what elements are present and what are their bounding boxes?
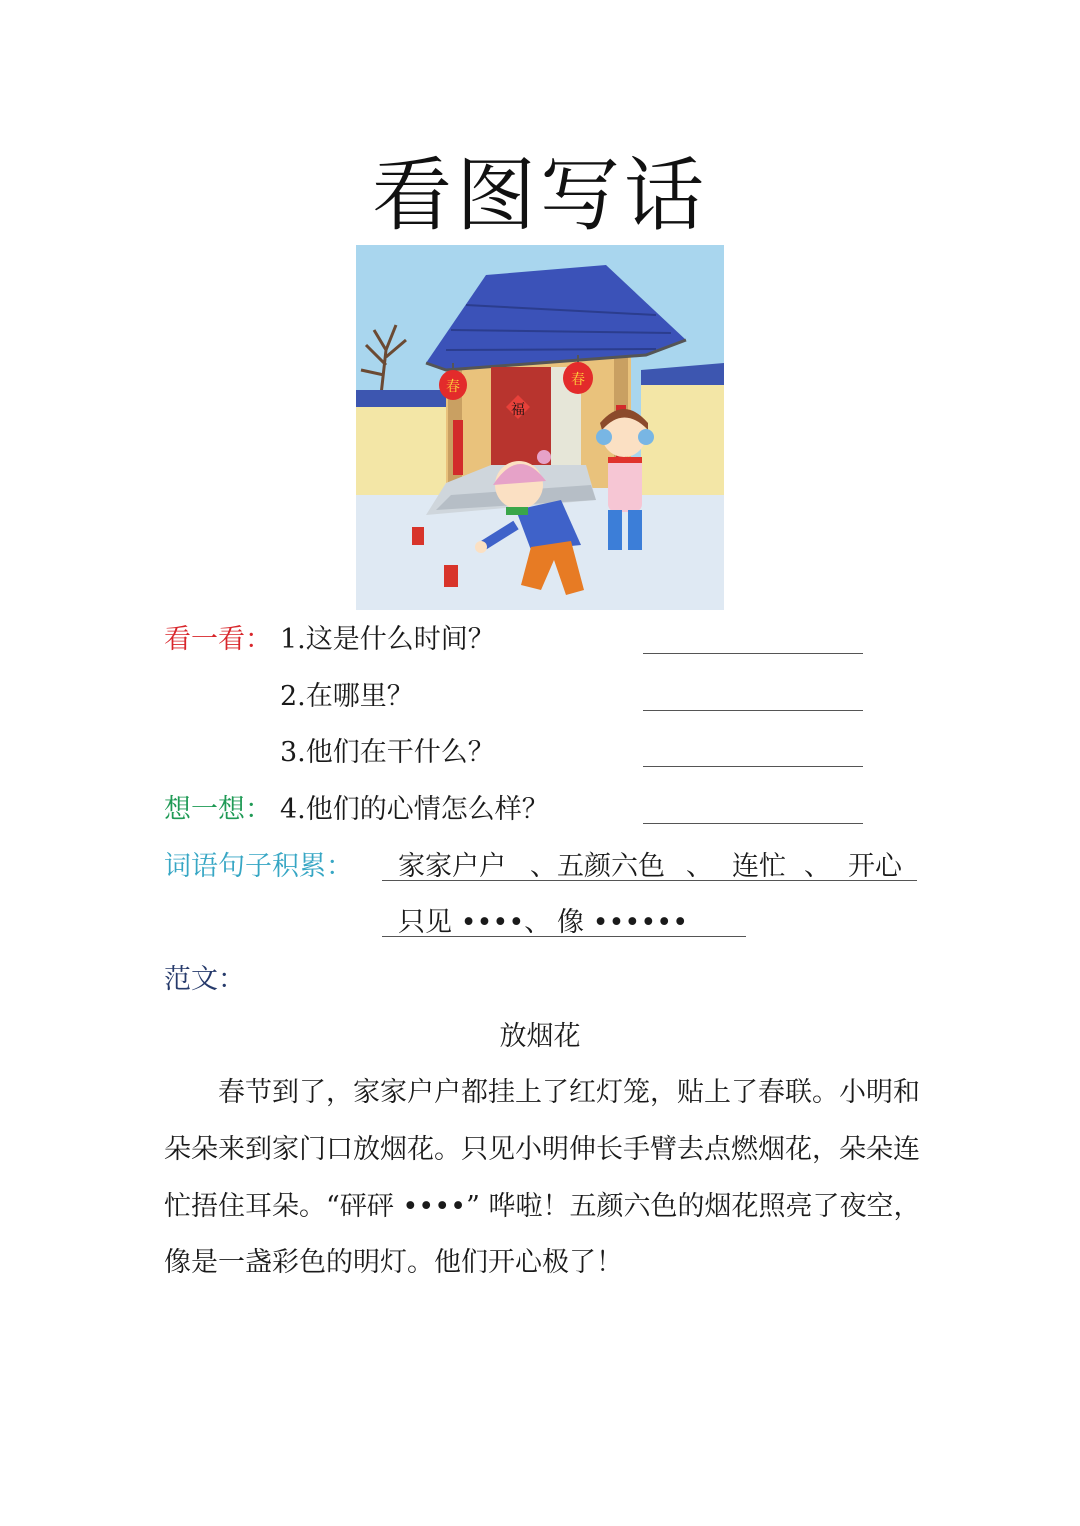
vocab-underline-2 [382,936,746,937]
lantern-left-char: 春 [446,379,460,395]
fu-character: 福 [511,402,525,418]
vocab-word: 、五颜六色 [530,851,665,882]
essay-title: 放烟花 [499,1021,581,1052]
vocab-underline-1 [382,880,917,881]
question-1: 1.这是什么时间？ [280,624,495,655]
vocab-phrase: 只见 ••••、 [398,907,552,938]
look-label: 看一看： [164,624,272,655]
essay-line: 像是一盏彩色的明灯。他们开心极了！ [164,1247,623,1278]
vocab-phrase: 像 •••••• [557,907,689,938]
essay-line: 忙捂住耳朵。“砰砰 ••••” 哗啦！五颜六色的烟花照亮了夜空， [164,1191,921,1222]
question-4: 4.他们的心情怎么样？ [280,794,549,825]
vocab-separator: 、 [804,851,831,882]
vocab-word: 连忙 [732,851,786,882]
vocab-word: 家家户户 [398,851,506,882]
answer-line-1[interactable] [643,653,863,654]
model-label: 范文： [164,964,245,995]
page-title: 看图写话 [372,149,708,242]
question-2: 2.在哪里？ [280,681,414,712]
answer-line-3[interactable] [643,766,863,767]
question-3: 3.他们在干什么？ [280,737,495,768]
answer-line-4[interactable] [643,823,863,824]
think-label: 想一想： [164,794,272,825]
vocab-label: 词语句子积累： [164,851,353,882]
vocab-word: 开心 [848,851,902,882]
answer-line-2[interactable] [643,710,863,711]
essay-line: 朵朵来到家门口放烟花。只见小明伸长手臂去点燃烟花，朵朵连 [164,1134,920,1165]
lantern-right-char: 春 [571,372,585,388]
essay-line: 春节到了，家家户户都挂上了红灯笼，贴上了春联。小明和 [218,1077,920,1108]
new-year-illustration [356,245,724,610]
vocab-separator: 、 [686,851,713,882]
